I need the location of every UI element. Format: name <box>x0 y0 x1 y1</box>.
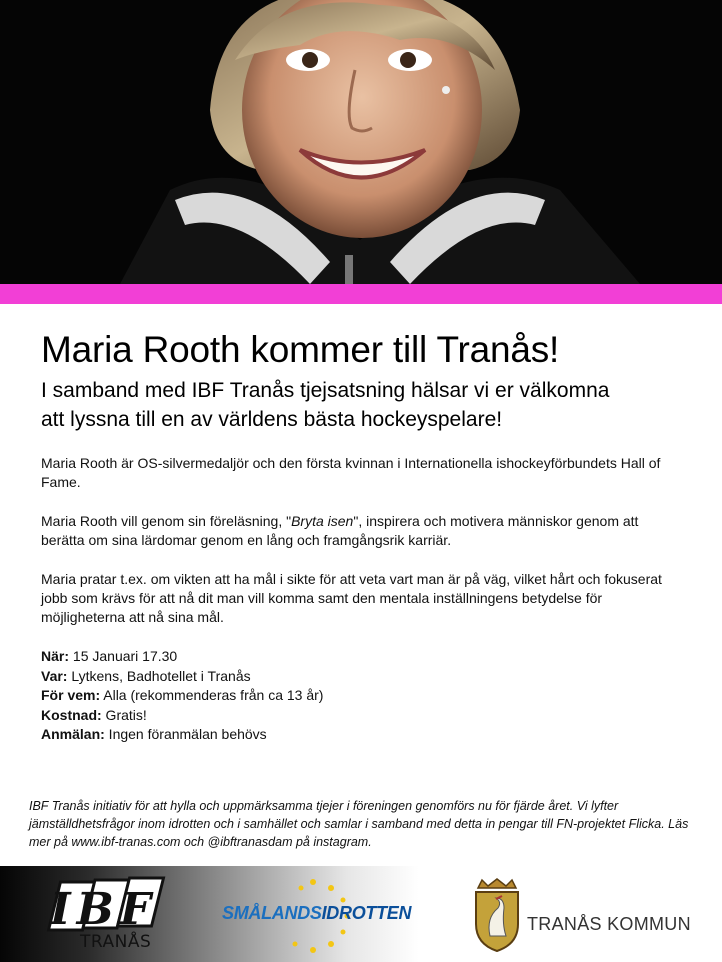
subtitle-line-2: att lyssna till en av världens bästa hockeyspelare! <box>41 408 503 431</box>
header-photo <box>0 0 722 284</box>
fact-value: Gratis! <box>101 706 147 723</box>
idrotten-word: IDROTTEN <box>321 903 412 923</box>
paragraph-lecture <box>41 512 671 550</box>
fact-value: Ingen föranmälan behövs <box>104 726 267 742</box>
fact-label: För vem: <box>41 687 101 703</box>
fact-label: Var: <box>41 667 68 684</box>
page-title: Maria Rooth kommer till Tranås! <box>41 329 560 370</box>
paragraph-lecture-start: Maria Rooth vill genom sin föreläsning, " <box>41 513 292 529</box>
smalands-word: SMÅLANDS <box>222 903 322 923</box>
fact-value: Lytkens, Badhotellet i Tranås <box>67 667 251 684</box>
fact-where <box>41 667 323 687</box>
fact-value: 15 Januari 17.30 <box>69 648 178 664</box>
fact-registration <box>41 725 323 745</box>
paragraph-hall-of-fame: Maria Rooth är OS-silvermedaljör och den första kvinnan i Internationella ishockeyförbundets Hall of Fame. <box>41 455 661 490</box>
paragraph-topics: Maria pratar t.ex. om vikten att ha mål i sikte för att veta vart man är på väg, vilket hårt och fokuserat jobb som krävs för att nå dit man vill komma samt den mentala inställningens betydelse för möjligheterna att nå sina mål. <box>41 571 662 625</box>
fact-label: När: <box>41 648 70 664</box>
portrait-illustration <box>0 0 722 284</box>
event-facts <box>41 647 323 745</box>
paragraph-lecture-end: ", inspirera och motivera människor genom att berätta om sina lärdomar genom en lång och framgångsrik karriär. <box>41 513 639 548</box>
tranas-crest-icon <box>472 878 522 952</box>
subtitle-line-1: I samband med IBF Tranås tjejsatsning hälsar vi er välkomna <box>41 379 610 402</box>
footnote: IBF Tranås initiativ för att hylla och uppmärksamma tjejer i föreningen genomförs nu för fjärde året. Vi lyfter jämställdhetsfrågor inom idrotten och i samhället och samlar i samband med detta in pengar till FN-projektet Flicka. Läs mer på www.ibf-tranas.com och @ibftranasdam på instagram. <box>29 799 689 849</box>
ibf-subtitle: TRANÅS <box>80 932 152 952</box>
subtitle <box>41 376 681 434</box>
tranas-kommun-logo: TRANÅS KOMMUN <box>527 914 691 934</box>
fact-when <box>41 647 323 667</box>
fact-label: Kostnad: <box>41 706 102 723</box>
smalandsidrotten-logo <box>222 903 411 924</box>
accent-bar <box>0 284 722 304</box>
fact-for-whom <box>41 686 323 706</box>
fact-value: Alla (rekommenderas från ca 13 år) <box>100 687 324 703</box>
fact-cost <box>41 706 323 726</box>
fact-label: Anmälan: <box>41 726 105 742</box>
poster-content <box>41 318 681 742</box>
sponsor-logos <box>0 866 722 962</box>
lecture-title: Bryta isen <box>291 513 354 529</box>
ibf-letters: IBF <box>50 884 158 935</box>
